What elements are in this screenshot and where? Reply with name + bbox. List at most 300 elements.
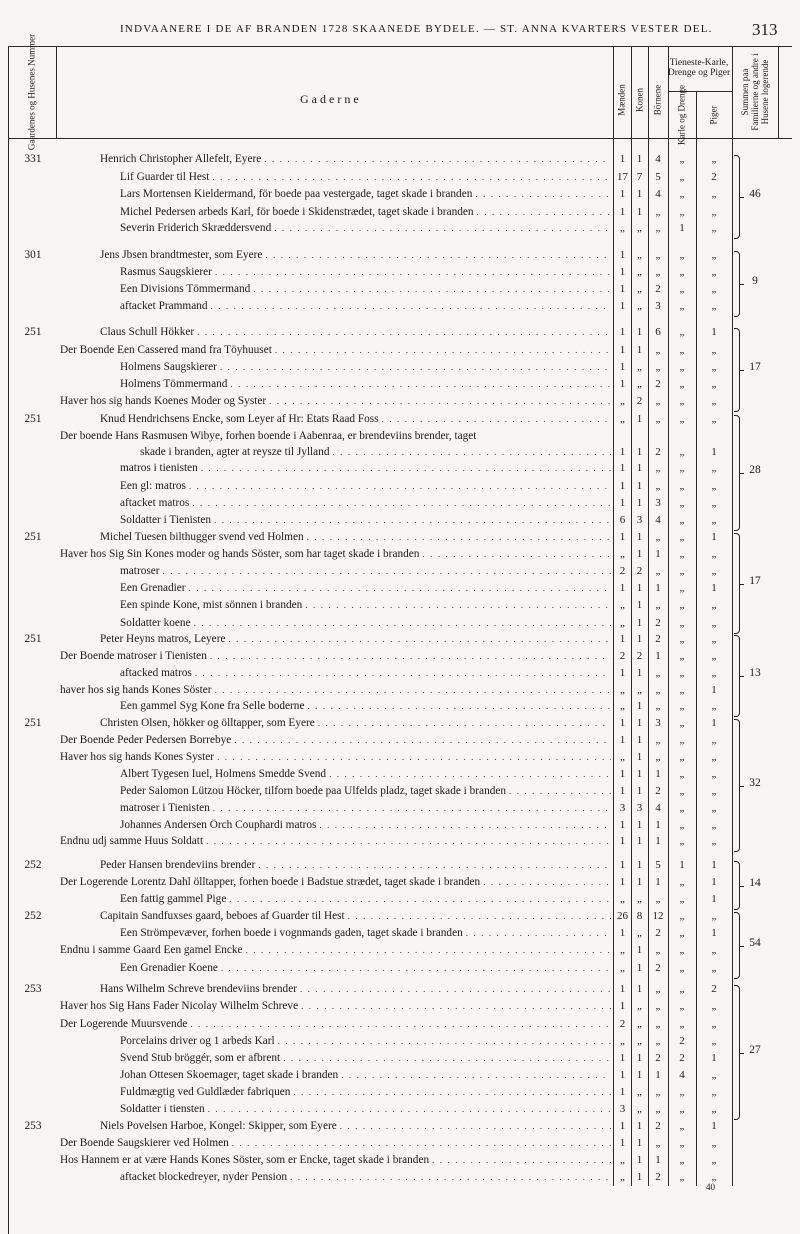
entry-text: matroser i Tienisten (120, 802, 210, 814)
count-koner: „ (637, 1018, 642, 1030)
count-piger: „ (711, 785, 717, 797)
count-piger: „ (711, 1171, 717, 1183)
count-piger: „ (711, 1000, 717, 1012)
count-piger: „ (711, 751, 717, 763)
entry-text-cell (0, 962, 611, 979)
count-koner: „ (637, 893, 642, 905)
leader-dots (475, 189, 611, 199)
table-row (0, 171, 800, 188)
count-karle: „ (679, 378, 685, 390)
header-piger: Piger (708, 105, 719, 125)
table-row (0, 910, 800, 927)
entry-text-cell (0, 734, 611, 751)
count-piger: „ (711, 1154, 717, 1166)
count-born: „ (655, 751, 661, 763)
entry-text: aftacket Prammand (120, 300, 208, 312)
house-number: 251 (24, 717, 42, 729)
count-born: 2 (655, 1171, 661, 1183)
count-karle: „ (679, 582, 685, 594)
group-total: 54 (749, 936, 761, 949)
count-maend: „ (620, 548, 625, 560)
count-karle: „ (679, 785, 685, 797)
count-maend: „ (620, 222, 625, 234)
group-total: 27 (749, 1043, 761, 1056)
count-karle: „ (679, 633, 685, 645)
count-karle: „ (679, 700, 685, 712)
count-karle: „ (679, 283, 685, 295)
count-maend: „ (620, 395, 625, 407)
entry-text: Rasmus Saugskierer (120, 266, 212, 278)
count-piger: „ (711, 565, 717, 577)
count-piger: 1 (711, 927, 717, 939)
count-born: 2 (655, 962, 661, 974)
entry-text-cell (0, 344, 611, 361)
entry-text: Haver hos sig hands Koenes Moder og Syster (60, 395, 267, 407)
count-koner: „ (637, 300, 642, 312)
entry-text: Een gammel Syg Kone fra Selle boderne (120, 700, 305, 712)
count-koner: 2 (636, 565, 643, 577)
count-born: 2 (655, 1120, 661, 1132)
count-karle: „ (679, 300, 685, 312)
entry-text: Soldatter i Tienisten (120, 514, 212, 526)
count-piger: „ (711, 802, 717, 814)
table-row (0, 1086, 800, 1103)
table-row (0, 266, 800, 283)
leader-dots (293, 1087, 611, 1097)
count-born: 4 (655, 153, 661, 165)
count-karle: 1 (679, 222, 685, 234)
entry-text: Soldatter i tiensten (120, 1103, 205, 1115)
count-maend: „ (620, 700, 625, 712)
count-piger: „ (711, 1137, 717, 1149)
table-row (0, 206, 800, 223)
count-koner: 1 (636, 835, 643, 847)
count-born: 1 (655, 1069, 661, 1081)
count-born: 1 (655, 650, 661, 662)
header-summen: Summen paa Familierne og andre i Husene logerende (740, 53, 770, 131)
entry-text: Hos Hannem er at være Hands Kones Söster, som er Encke, taget skade i branden (60, 1154, 430, 1166)
count-karle: „ (679, 1154, 685, 1166)
count-koner: 1 (636, 344, 643, 356)
count-piger: „ (711, 1069, 717, 1081)
table-row (0, 344, 800, 361)
count-born: „ (655, 684, 661, 696)
header-koner: Konen (634, 88, 645, 112)
entry-text-cell (0, 1035, 611, 1052)
count-born: „ (655, 222, 661, 234)
leader-dots (329, 769, 611, 779)
count-karle: „ (679, 361, 685, 373)
count-born: 1 (655, 582, 661, 594)
entry-text-cell (0, 1137, 611, 1154)
count-born: „ (655, 983, 661, 995)
count-koner: 1 (636, 1052, 643, 1064)
count-piger: „ (711, 944, 717, 956)
count-karle: „ (679, 462, 685, 474)
leader-dots (483, 877, 611, 887)
table-row (0, 768, 800, 785)
leader-dots (305, 600, 611, 610)
count-born: „ (655, 1137, 661, 1149)
leader-dots (234, 735, 611, 745)
count-maend: 1 (619, 1069, 626, 1081)
table-row (0, 548, 800, 565)
count-karle: „ (679, 768, 685, 780)
count-born: „ (655, 1103, 661, 1115)
count-karle: „ (679, 395, 685, 407)
table-row (0, 1069, 800, 1086)
count-maend: 1 (619, 667, 626, 679)
leader-dots (290, 1172, 611, 1182)
header-born: Börnene (652, 84, 663, 116)
entry-text: Peder Salomon Lützou Höcker, tilforn boede paa Ulfelds pladz, taget skade i branden (120, 785, 507, 797)
count-piger: „ (711, 835, 717, 847)
count-karle: 2 (679, 1035, 685, 1047)
count-koner: 1 (636, 667, 643, 679)
table-row (0, 785, 800, 802)
count-karle: „ (679, 266, 685, 278)
count-piger: „ (711, 514, 717, 526)
entry-text-cell (0, 206, 611, 223)
count-piger: „ (711, 462, 717, 474)
entry-text: Michel Pedersen arbeds Karl, för boede i Skidenstrædet, taget skade i branden (120, 206, 474, 218)
count-karle: „ (679, 344, 685, 356)
entry-text-cell (0, 548, 611, 565)
count-piger: „ (711, 222, 717, 234)
house-number: 253 (24, 1120, 42, 1132)
entry-text: Holmens Tömmermand (120, 378, 228, 390)
entry-text-cell (0, 910, 611, 927)
count-koner: 2 (636, 395, 643, 407)
entry-text: haver hos sig hands Kones Söster (60, 684, 212, 696)
table-row (0, 599, 800, 616)
house-number: 252 (24, 859, 42, 871)
entry-text: Haver hos sig hands Kones Syster (60, 751, 215, 763)
entry-text: Claus Schull Hökker (100, 326, 195, 338)
count-born: 4 (655, 188, 661, 200)
count-piger: „ (711, 910, 717, 922)
count-karle: „ (679, 819, 685, 831)
count-maend: 26 (617, 910, 628, 922)
count-maend: „ (620, 751, 625, 763)
table-row (0, 1052, 800, 1069)
entry-text: Fuldmægtig ved Guldlæder fabriquen (120, 1086, 291, 1098)
count-koner: 1 (636, 1154, 643, 1166)
count-piger: „ (711, 378, 717, 390)
entry-text: Peder Hansen brendeviins brender (100, 859, 256, 871)
leader-dots (509, 786, 611, 796)
leader-dots (253, 284, 611, 294)
count-koner: 1 (636, 962, 643, 974)
entry-text-cell (0, 802, 611, 819)
header-bottom-rule (8, 138, 792, 139)
count-koner: 1 (636, 497, 643, 509)
leader-dots (246, 945, 611, 955)
entry-text: Haver hos Sig Hans Fader Nicolay Wilhelm Schreve (60, 1000, 299, 1012)
count-koner: 1 (636, 326, 643, 338)
entry-text-cell (0, 768, 611, 785)
table-row (0, 751, 800, 768)
count-karle: „ (679, 1103, 685, 1115)
count-koner: „ (637, 1086, 642, 1098)
count-piger: 2 (711, 983, 717, 995)
count-born: 3 (655, 300, 661, 312)
count-piger: 1 (711, 1120, 717, 1132)
entry-text-cell (0, 835, 611, 852)
table-row (0, 633, 800, 650)
entry-text-cell (0, 819, 611, 836)
count-maend: 1 (619, 249, 626, 261)
count-maend: 1 (619, 983, 626, 995)
entry-text-cell (0, 531, 611, 548)
count-koner: 1 (636, 188, 643, 200)
table-row (0, 153, 800, 170)
leader-dots (215, 685, 611, 695)
leader-dots (307, 532, 611, 542)
entry-text-cell (0, 1154, 611, 1171)
count-maend: 1 (619, 819, 626, 831)
top-rule (8, 46, 792, 47)
count-karle: „ (679, 667, 685, 679)
table-row (0, 983, 800, 1000)
entry-text-cell (0, 283, 611, 300)
count-maend: „ (620, 684, 625, 696)
count-koner: 1 (636, 717, 643, 729)
entry-text-cell (0, 1103, 611, 1120)
count-koner: 1 (636, 1120, 643, 1132)
count-koner: 3 (636, 802, 643, 814)
entry-text: Johannes Andersen Örch Couphardi matros (120, 819, 317, 831)
count-born: „ (655, 667, 661, 679)
count-karle: „ (679, 717, 685, 729)
entry-text-cell (0, 1069, 611, 1086)
count-maend: 1 (619, 582, 626, 594)
count-piger: „ (711, 413, 717, 425)
entry-text-cell (0, 480, 611, 497)
count-born: „ (655, 565, 661, 577)
count-koner: 1 (636, 751, 643, 763)
count-born: „ (655, 249, 661, 261)
table-row (0, 1154, 800, 1171)
entry-text: Niels Povelsen Harboe, Kongel: Skipper, som Eyere (100, 1120, 337, 1132)
count-piger: „ (711, 497, 717, 509)
count-koner: 1 (636, 768, 643, 780)
count-piger: „ (711, 344, 717, 356)
table-row (0, 249, 800, 266)
count-piger: 1 (711, 1052, 717, 1064)
entry-text-cell (0, 785, 611, 802)
count-piger: „ (711, 1086, 717, 1098)
count-karle: „ (679, 188, 685, 200)
count-born: 4 (655, 514, 661, 526)
entry-text-cell (0, 565, 611, 582)
count-karle: „ (679, 446, 685, 458)
count-maend: „ (620, 599, 625, 611)
count-koner: 1 (636, 413, 643, 425)
count-maend: 1 (619, 1137, 626, 1149)
leader-dots (232, 1138, 611, 1148)
entry-text-cell (0, 633, 611, 650)
count-koner: „ (637, 249, 642, 261)
count-born: 2 (655, 617, 661, 629)
count-koner: 1 (636, 599, 643, 611)
table-row (0, 283, 800, 300)
count-piger: „ (711, 700, 717, 712)
entry-text-cell (0, 751, 611, 768)
leader-dots (213, 803, 611, 813)
count-born: „ (655, 206, 661, 218)
count-koner: 3 (636, 514, 643, 526)
entry-text-cell (0, 430, 611, 447)
leader-dots (230, 379, 611, 389)
count-born: „ (655, 944, 661, 956)
table-row (0, 1137, 800, 1154)
count-karle: „ (679, 835, 685, 847)
entry-text-cell (0, 717, 611, 734)
count-karle: „ (679, 480, 685, 492)
count-koner: 8 (636, 910, 643, 922)
count-piger: „ (711, 266, 717, 278)
entry-text: Albert Tygesen Iuel, Holmens Smedde Svend (120, 768, 327, 780)
count-maend: „ (620, 962, 625, 974)
count-koner: 1 (636, 531, 643, 543)
count-karle: „ (679, 171, 685, 183)
count-karle: 4 (679, 1069, 685, 1081)
count-piger: „ (711, 617, 717, 629)
entry-text-cell (0, 249, 611, 266)
entry-text-cell (0, 667, 611, 684)
count-born: 3 (655, 497, 661, 509)
count-piger: „ (711, 395, 717, 407)
page-number: 313 (752, 20, 778, 39)
leader-dots (466, 928, 611, 938)
entry-text-cell (0, 188, 611, 205)
count-maend: 1 (619, 859, 626, 871)
leader-dots (206, 836, 611, 846)
entry-text: Een fattig gammel Pige (120, 893, 227, 905)
count-koner: 7 (636, 171, 643, 183)
table-row (0, 446, 800, 463)
leader-dots (195, 668, 611, 678)
leader-dots (278, 1036, 611, 1046)
table-row (0, 378, 800, 395)
count-koner: „ (637, 378, 642, 390)
count-koner: „ (637, 684, 642, 696)
leader-dots (210, 651, 611, 661)
entry-text: Soldatter koene (120, 617, 191, 629)
count-born: 5 (655, 171, 661, 183)
count-piger: „ (711, 819, 717, 831)
leader-dots (215, 267, 611, 277)
count-karle: „ (679, 548, 685, 560)
entry-text: matros i tienisten (120, 462, 198, 474)
entry-text: Porcelains driver og 1 arbeds Karl (120, 1035, 275, 1047)
count-koner: 1 (636, 734, 643, 746)
count-koner: 1 (636, 1137, 643, 1149)
count-karle: „ (679, 1018, 685, 1030)
leader-dots (228, 634, 611, 644)
count-maend: 1 (619, 876, 626, 888)
count-piger: 1 (711, 531, 717, 543)
count-maend: 1 (619, 361, 626, 373)
count-maend: „ (620, 1154, 625, 1166)
count-maend: „ (620, 1035, 625, 1047)
count-maend: 3 (619, 802, 626, 814)
leader-dots (264, 154, 611, 164)
table-row (0, 962, 800, 979)
count-maend: 1 (619, 344, 626, 356)
header-maend: Mænden (616, 84, 627, 116)
count-koner: „ (637, 1103, 642, 1115)
entry-text: Der Boende Peder Pedersen Borrebye (60, 734, 232, 746)
count-karle: 1 (679, 859, 685, 871)
leader-dots (212, 172, 611, 182)
leader-dots (340, 1121, 611, 1131)
count-karle: „ (679, 802, 685, 814)
entry-text-cell (0, 1086, 611, 1103)
entry-text: Der Logerende Lorentz Dahl ölltapper, forhen boede i Badstue strædet, taget skade i branden (60, 876, 481, 888)
table-row (0, 413, 800, 430)
count-koner: „ (637, 361, 642, 373)
entry-text: Lif Guarder til Hest (120, 171, 210, 183)
count-piger: 1 (711, 582, 717, 594)
count-born: 5 (655, 859, 661, 871)
entry-text: Een Divisions Tömmermand (120, 283, 251, 295)
entry-text: Peter Heyns matros, Leyere (100, 633, 226, 645)
table-row (0, 819, 800, 836)
count-piger: „ (711, 599, 717, 611)
count-koner: 1 (636, 876, 643, 888)
count-born: 2 (655, 446, 661, 458)
group-total: 46 (749, 188, 761, 200)
header-title: INDVAANERE I DE AF BRANDEN 1728 SKAANEDE BYDELE. — ST. ANNA KVARTERS VESTER DEL. (120, 23, 713, 35)
leader-dots (422, 549, 611, 559)
count-koner: 1 (636, 819, 643, 831)
entry-text: Lars Mortensen Kieldermand, för boede paa vestergade, taget skade i branden (120, 188, 473, 200)
count-maend: 1 (619, 480, 626, 492)
table-row (0, 927, 800, 944)
count-born: 2 (655, 633, 661, 645)
header-gaderne: Gaderne (300, 92, 362, 106)
leader-dots (229, 894, 611, 904)
entry-text: Der Boende matroser i Tienisten (60, 650, 207, 662)
count-karle: „ (679, 876, 685, 888)
leader-dots (221, 963, 611, 973)
count-maend: 1 (619, 717, 626, 729)
count-piger: 1 (711, 446, 717, 458)
group-total: 17 (749, 574, 761, 587)
entry-text-cell (0, 927, 611, 944)
count-born: „ (655, 462, 661, 474)
count-maend: 1 (619, 785, 626, 797)
entry-text-cell (0, 944, 611, 961)
group-total: 32 (749, 776, 761, 789)
house-number: 251 (24, 413, 42, 425)
table-row (0, 1120, 800, 1137)
count-piger: 1 (711, 859, 717, 871)
leader-dots (197, 327, 611, 337)
leader-dots (190, 1019, 611, 1029)
count-maend: 1 (619, 283, 626, 295)
entry-text: Jens Jbsen brandtmester, som Eyere (100, 249, 263, 261)
entry-text-cell (0, 446, 611, 463)
leader-dots (258, 860, 611, 870)
count-piger: 1 (711, 893, 717, 905)
count-born: „ (655, 1035, 661, 1047)
count-koner: „ (637, 266, 642, 278)
leader-dots (211, 301, 611, 311)
count-koner: 1 (636, 944, 643, 956)
